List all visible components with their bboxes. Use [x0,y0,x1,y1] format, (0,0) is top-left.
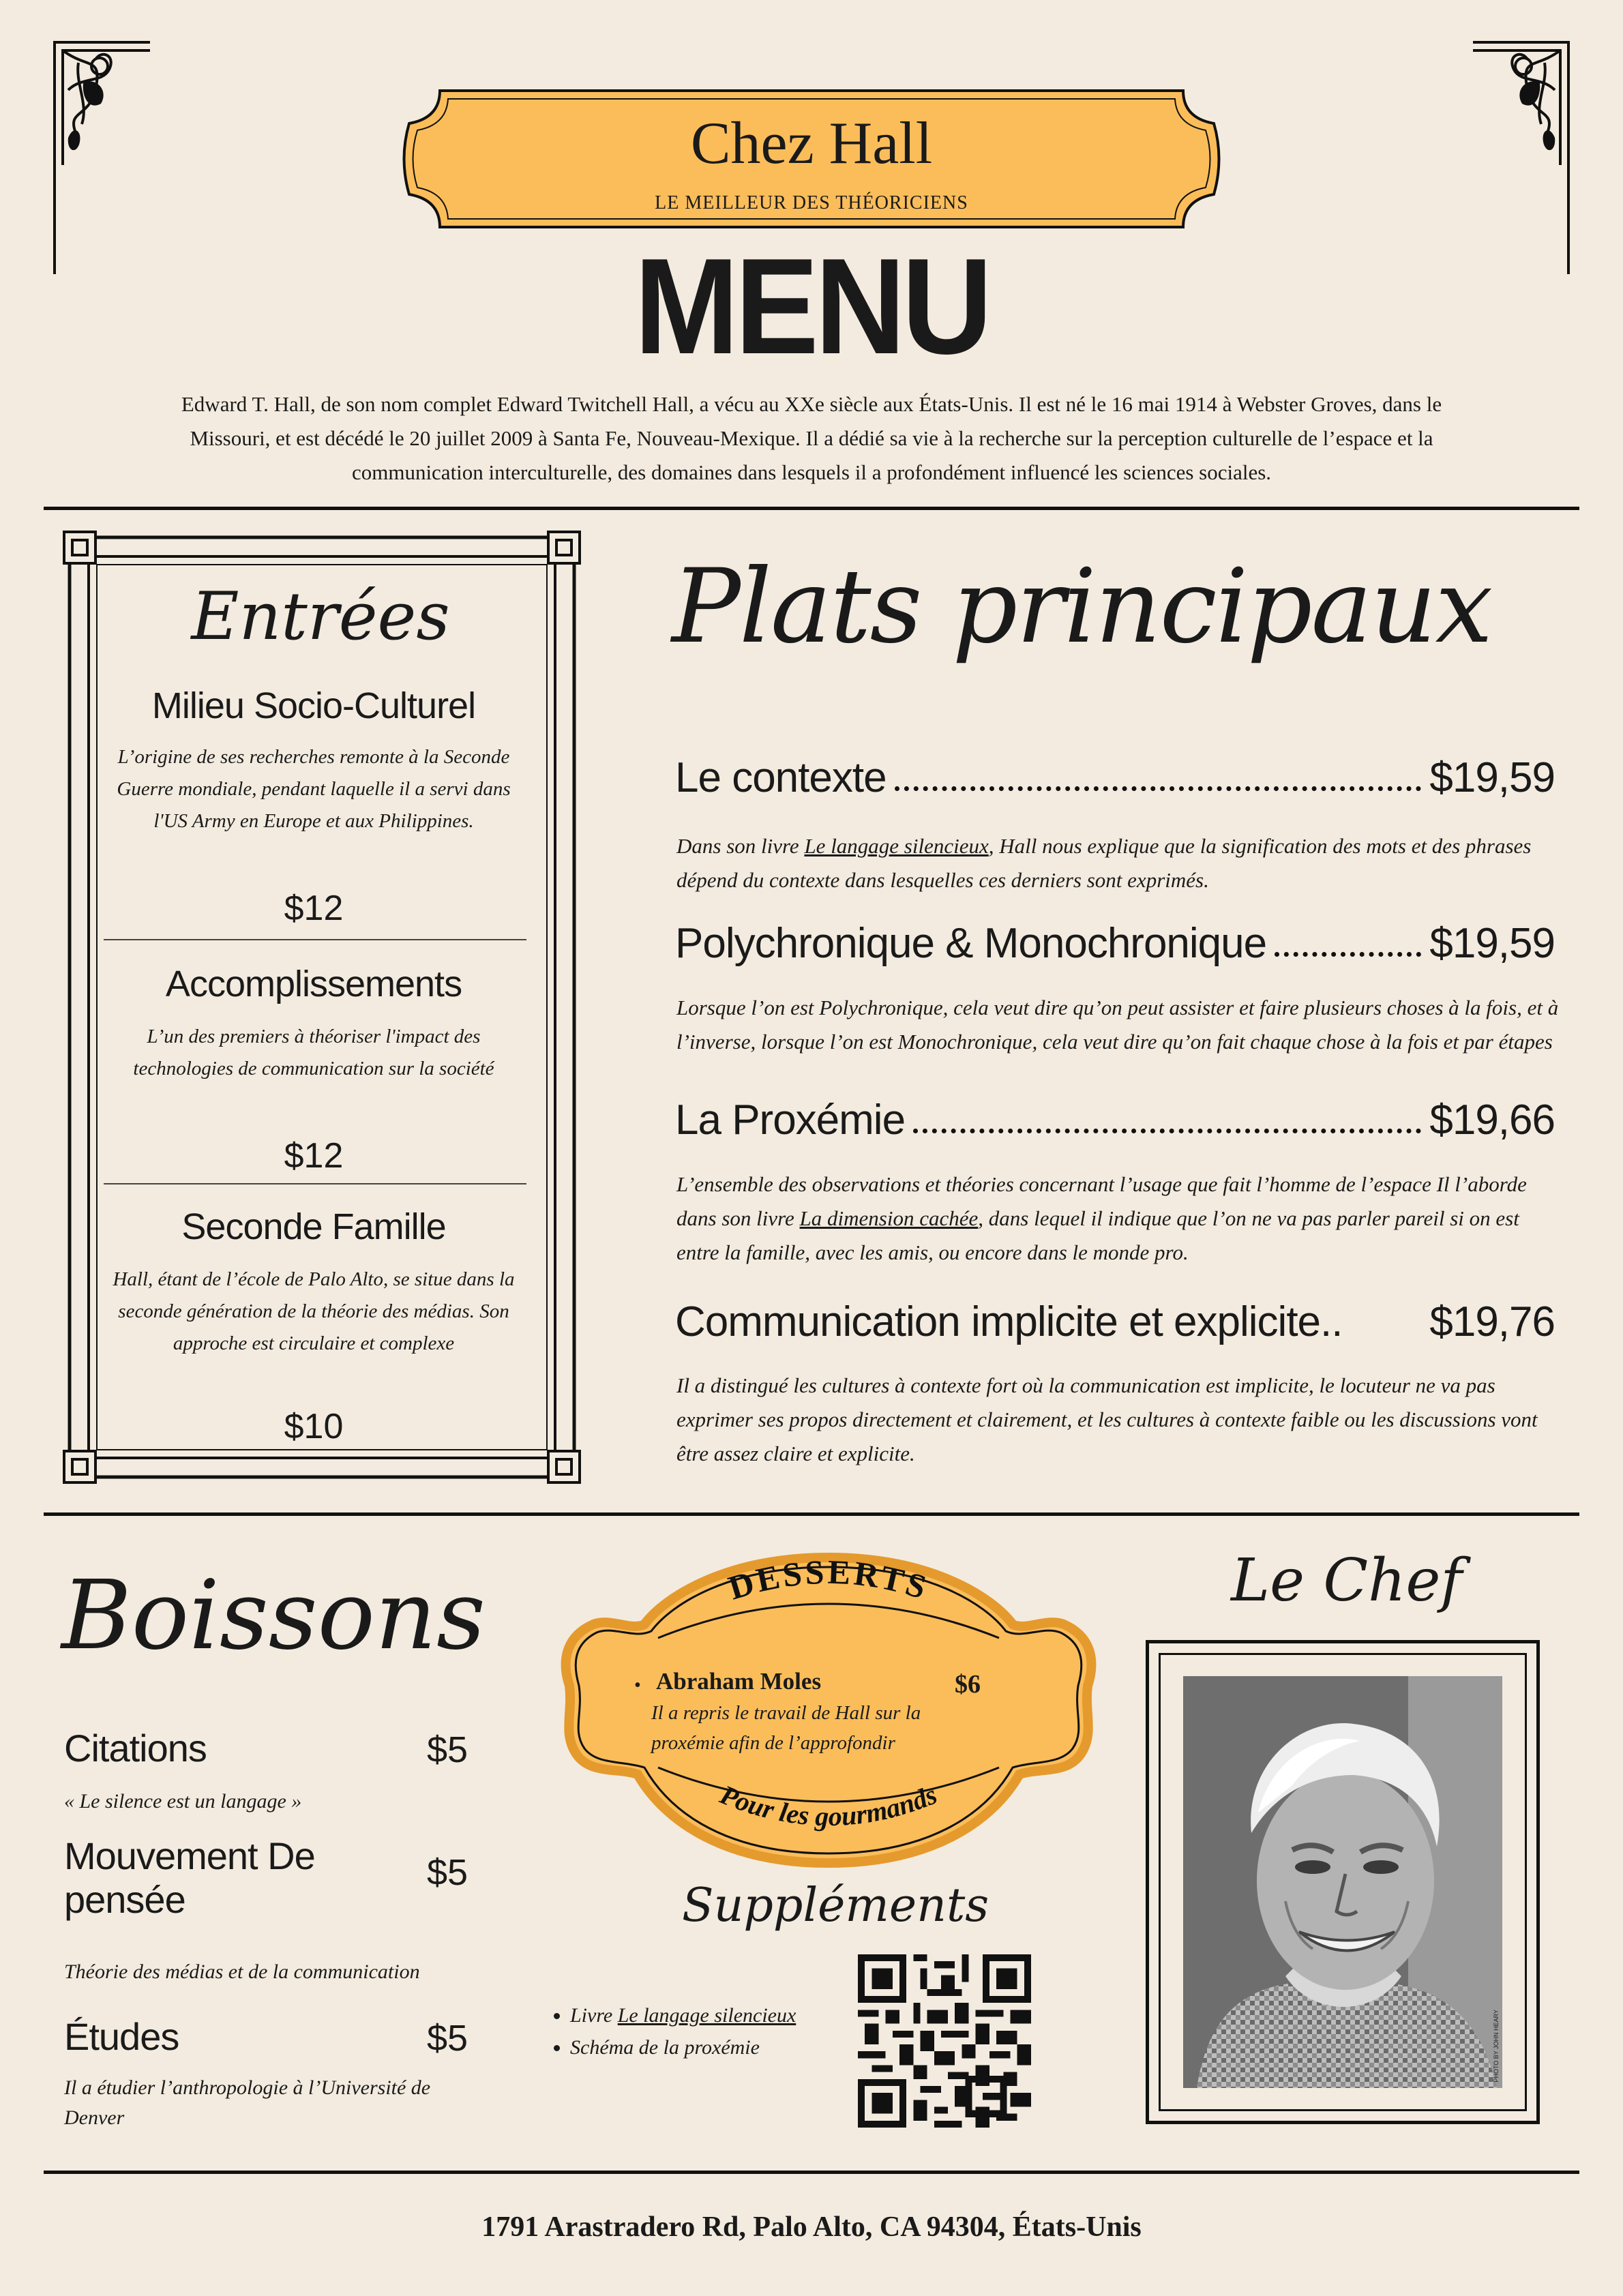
divider-top [44,507,1579,510]
boisson-2-name: Mouvement De pensée [64,1834,315,1921]
plat-4-price: $19,76 [1429,1298,1555,1345]
dessert-item-name: Abraham Moles [656,1668,822,1695]
supplement-item-1: • Livre Le langage silencieux [570,1999,796,2031]
dot-leader [913,1129,1421,1133]
qr-code[interactable] [858,1954,1031,2128]
corner-ornament-right [1466,29,1582,281]
intro-paragraph: Edward T. Hall, de son nom complet Edward Twitchell Hall, a vécu au XXe siècle aux États-Unis. Il est né le 16 mai 1914 à Webster Groves, dans le Missouri, et est décédé le 20 juillet 2009 à Santa Fe, Nouveau-Mexique. Il a dédié sa vie à la recherche sur la perception culturelle de l’espace et la communication interculturelle, des domaines dans lesquels il a profondément influencé les sciences sociales. [181,392,1442,484]
entree-2-name: Accomplissements [165,964,462,1004]
plat-2-description: Lorsque l’on est Polychronique, cela veut dire qu’on peut assister et faire plusieurs choses à la fois, et à l’inverse, lorsque l’on est Monochronique, cela veut dire qu’on fait chaque chose à la fois et par étapes [676,996,1559,1054]
supplement-book-link[interactable]: Le langage silencieux [617,2004,796,2027]
entree-3-price: $10 [284,1407,344,1446]
boisson-1-name: Citations [64,1727,207,1770]
dessert-item-description: Il a repris le travail de Hall sur la proxémie afin de l’approfondir [651,1702,921,1754]
book-link-dimension-cachee[interactable]: La dimension cachée [799,1206,979,1230]
entree-3-name: Seconde Famille [181,1206,446,1247]
chef-photo-frame [1146,1640,1540,2124]
menu-title: MENU [634,230,989,383]
qr-code-image [858,1954,1031,2128]
book-link-langage-silencieux[interactable]: Le langage silencieux [804,834,989,858]
entree-1-name: Milieu Socio-Culturel [151,685,476,726]
photo-credit: PHOTO BY JOHN HEARY [1493,2010,1500,2083]
entree-separator [104,1183,526,1184]
plat-1-price: $19,59 [1429,754,1555,801]
boisson-1-description: « Le silence est un langage » [64,1790,302,1813]
dessert-item-price: $6 [955,1670,981,1699]
chef-portrait-image [1183,1676,1502,2088]
plat-3-price: $19,66 [1429,1097,1555,1144]
dot-leader [895,786,1422,791]
plat-4-description: Il a distingué les cultures à contexte fort où la communication est implicite, le locuteur ne va pas exprimer ses propos directement et clairement, et les cultures à contexte faible ou les discussions vont être assez claire et explicite. [676,1373,1538,1465]
plat-1-row [675,754,1555,802]
plat-4-name: Communication implicite et explicite.. [675,1298,1343,1345]
corner-ornament-left [41,29,157,281]
plat-1-description: Dans son livre Le langage silencieux, Hall nous explique que la signification des mots et des phrases dépend du contexte dans lesquelles ces derniers sont exprimés. [676,834,1532,892]
entrees-heading: Entrées [191,578,450,655]
supplements-list [539,1999,796,2063]
boisson-1-price: $5 [427,1729,468,1770]
entree-2-description: L’un des premiers à théoriser l'impact des technologies de communication sur la société [133,1026,494,1079]
desserts-arc-title: DESSERTS [724,1552,934,1607]
plat-1-name: Le contexte [675,754,887,801]
plats-heading: Plats principaux [672,548,1492,666]
entree-2-price: $12 [284,1136,344,1176]
chef-heading: Le Chef [1231,1547,1463,1615]
plat-2-name: Polychronique & Monochronique [675,920,1267,967]
plat-4-row [675,1298,1555,1346]
plat-2-row [675,919,1555,968]
supplements-heading: Suppléments [682,1879,989,1933]
entree-separator [104,939,526,940]
boisson-3-description: Il a étudier l’anthropologie à l’Université de Denver [64,2076,431,2129]
plat-2-price: $19,59 [1429,920,1555,967]
desserts-arc-subtitle: Pour les gourmands [715,1778,942,1832]
entree-1-price: $12 [284,889,344,928]
boisson-2-price: $5 [427,1852,468,1893]
supplement-item-2: • Schéma de la proxémie [570,2031,796,2063]
dessert-bullet: • [634,1675,641,1696]
boisson-2-description: Théorie des médias et de la communication [64,1960,420,1983]
chef-photo [1183,1676,1502,2088]
divider-middle [44,1512,1579,1516]
boisson-3-name: Études [64,2015,179,2058]
dot-leader [1275,952,1421,957]
boisson-3-price: $5 [427,2018,468,2059]
entree-1-description: L’origine de ses recherches remonte à la Seconde Guerre mondiale, pendant laquelle il a servi dans l'US Army en Europe et aux Philippines. [117,746,511,832]
plat-3-description: L’ensemble des observations et théories concernant l’usage que fait l’homme de l’espace Il l’aborde dans son livre La dimension cachée, dans lequel il indique que l’on ne va pas parler pareil si on est entre la famille, avec les amis, ou encore dans le monde pro. [676,1172,1527,1264]
plat-3-name: La Proxémie [675,1097,906,1144]
restaurant-name: Chez Hall [690,110,933,177]
divider-bottom [44,2171,1579,2174]
boissons-heading: Boissons [61,1560,486,1671]
footer-address: 1791 Arastradero Rd, Palo Alto, CA 94304, États-Unis [481,2211,1142,2243]
entree-3-description: Hall, étant de l’école de Palo Alto, se situe dans la seconde génération de la théorie des médias. Son approche est circulaire et complexe [113,1268,515,1354]
plat-3-row [675,1096,1555,1144]
tagline: LE MEILLEUR DES THÉORICIENS [655,192,968,213]
